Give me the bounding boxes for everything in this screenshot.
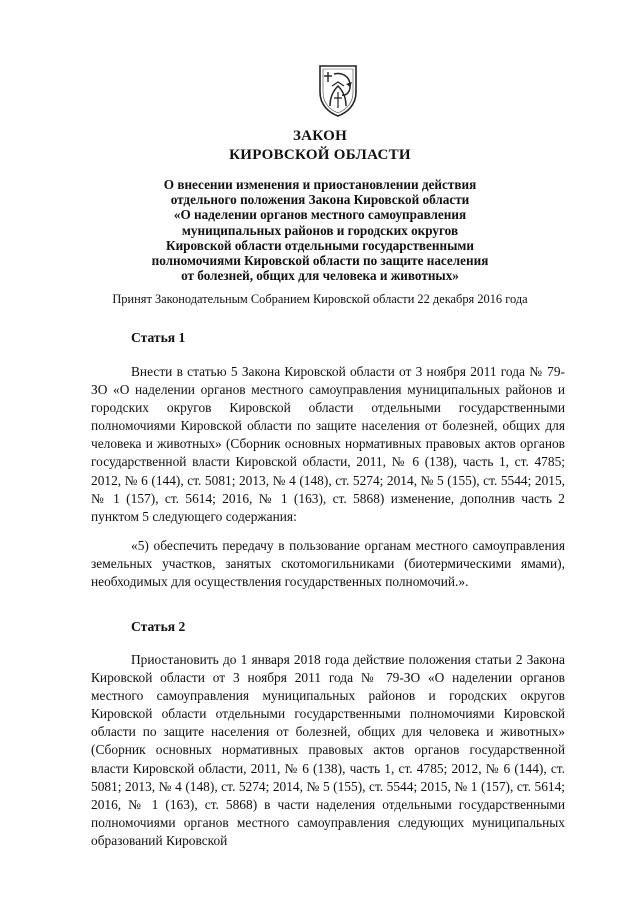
article-1-amendment-text: «5) обеспечить передачу в пользование органам местного самоуправления земельных участков, занятых скотомогильниками (биотермическими ямами), необходимых для осуществления государственных полномочий.». [91, 538, 565, 590]
subject-line: полномочиями Кировской области по защите населения [151, 253, 489, 269]
article-1-heading: Статья 1 [131, 330, 186, 345]
subject-line: «О наделении органов местного самоуправления [173, 207, 467, 223]
subject-line: муниципальных районов и городских округов [181, 222, 459, 238]
coat-of-arms-icon [316, 62, 360, 118]
article-2-paragraph: Приостановить до 1 января 2018 года действие положения статьи 2 Закона Кировской области от 3 ноября 2011 года № 79-ЗО «О наделении органов местного самоуправления муниципальных районов и городских округов Кировской области отдельными государственными полномочиями Кировской области по защите населения от болезней, общих для человека и животных» (Сборник основных нормативных правовых актов органов государственной власти Кировской области, 2011, № 6 (138), часть 1, ст. 4785; 2012, № 6 (144), ст. 5081; 2013, № 4 (148), ст. 5274; 2014, № 5 (155), ст. 5544; 2015, № 1 (157), ст. 5614; 2016, № 1 (163), ст. 5868) в части наделения отдельными государственными полномочиями органов местного самоуправления следующих муниципальных образований Кировской [91, 652, 565, 848]
law-subject [130, 177, 510, 283]
subject-line: от болезней, общих для человека и животных» [181, 268, 459, 284]
subject-line: Кировской области отдельными государственными [166, 237, 474, 253]
region-title: КИРОВСКОЙ ОБЛАСТИ [229, 147, 411, 163]
subject-line: О внесении изменения и приостановлении действия [163, 177, 477, 192]
subject-line: отдельного положения Закона Кировской области [170, 192, 470, 208]
law-label: ЗАКОН [292, 128, 348, 144]
article-2-heading: Статья 2 [131, 619, 186, 634]
adoption-note: Принят Законодательным Собранием Кировской области 22 декабря 2016 года [112, 292, 528, 306]
article-1-paragraph: Внести в статью 5 Закона Кировской области от 3 ноября 2011 года № 79-ЗО «О наделении органов местного самоуправления муниципальных районов и городских округов Кировской области отдельными государственными полномочиями Кировской области по защите населения от болезней, общих для человека и животных» (Сборник основных нормативных правовых актов органов государственной власти Кировской области, 2011, № 6 (138), часть 1, ст. 4785; 2012, № 6 (144), ст. 5081; 2013, № 4 (148), ст. 5274; 2014, № 5 (155), ст. 5544; 2015, № 1 (157), ст. 5614; 2016, № 1 (163), ст. 5868) изменение, дополнив часть 2 пунктом 5 следующего содержания: [91, 364, 565, 524]
